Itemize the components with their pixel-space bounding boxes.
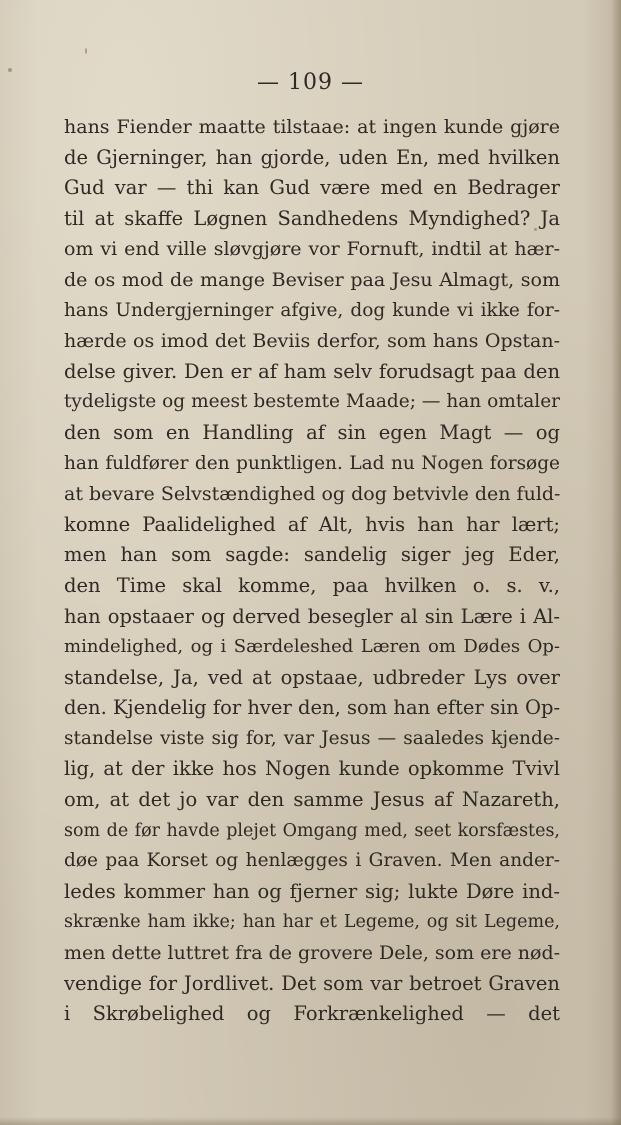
- text-line: til at skaffe Løgnen Sandhedens Myndighed? Ja: [64, 206, 560, 230]
- text-line: skrænke ham ikke; han har et Legeme, og sit Legeme,: [64, 912, 560, 933]
- text-line: de os mod de mange Beviser paa Jesu Almagt, som: [64, 268, 560, 291]
- text-line: i Skrøbelighed og Forkrænkelighed — det: [64, 1002, 560, 1026]
- page-bottom-shadow: [0, 1117, 621, 1125]
- text-line: delse giver. Den er af ham selv forudsagt paa den: [64, 359, 560, 383]
- text-line: hans Undergjerninger afgive, dog kunde vi ikke for-: [64, 299, 560, 321]
- page-number: — 109 —: [257, 70, 364, 95]
- text-line: mindelighed, og i Særdeleshed Læren om Dødes Op-: [64, 636, 560, 658]
- text-line: om, at det jo var den samme Jesus af Nazareth,: [64, 788, 560, 812]
- text-line: han fuldfører den punktligen. Lad nu Nogen forsøge: [64, 452, 560, 474]
- text-line: den som en Handling af sin egen Magt — og: [64, 420, 560, 444]
- paper-speck: [85, 48, 87, 54]
- text-line: de Gjerninger, han gjorde, uden En, med hvilken: [64, 145, 560, 169]
- text-line: døe paa Korset og henlægges i Graven. Men ander-: [64, 850, 560, 872]
- text-line: ledes kommer han og fjerner sig; lukte Døre ind-: [64, 879, 560, 903]
- text-line: men dette luttret fra de grovere Dele, som ere nød-: [64, 942, 560, 965]
- text-line: som de før havde plejet Omgang med, seet korsfæstes,: [64, 820, 560, 841]
- text-line: hærde os imod det Beviis derfor, som hans Opstan-: [64, 330, 560, 353]
- text-line: tydeligste og meest bestemte Maade; — han omtaler: [64, 391, 560, 413]
- text-line: vendige for Jordlivet. Det som var betroet Graven: [64, 971, 560, 995]
- text-line: standelse viste sig for, var Jesus — saaledes kjende-: [64, 727, 560, 749]
- page-edge-shadow: [611, 0, 621, 1125]
- text-line: om vi end ville sløvgjøre vor Fornuft, indtil at hær-: [64, 238, 560, 261]
- text-line: at bevare Selvstændighed og dog betvivle den fuld-: [64, 483, 560, 506]
- body-text: [64, 112, 560, 1030]
- text-line: Gud var — thi kan Gud være med en Bedrager: [64, 176, 560, 200]
- text-line: standelse, Ja, ved at opstaae, udbreder Lys over: [64, 665, 560, 689]
- text-line: den. Kjendelig for hver den, som han efter sin Op-: [64, 696, 560, 720]
- text-line: den Time skal komme, paa hvilken o. s. v.,: [64, 573, 560, 597]
- text-line: lig, at der ikke hos Nogen kunde opkomme Tvivl: [64, 757, 560, 781]
- text-line: komne Paalidelighed af Alt, hvis han har lært;: [64, 512, 560, 536]
- text-line: hans Fiender maatte tilstaae: at ingen kunde gjøre: [64, 116, 560, 138]
- text-line: han opstaaer og derved besegler al sin Lære i Al-: [64, 604, 560, 628]
- text-line: men han som sagde: sandelig siger jeg Eder,: [64, 543, 560, 567]
